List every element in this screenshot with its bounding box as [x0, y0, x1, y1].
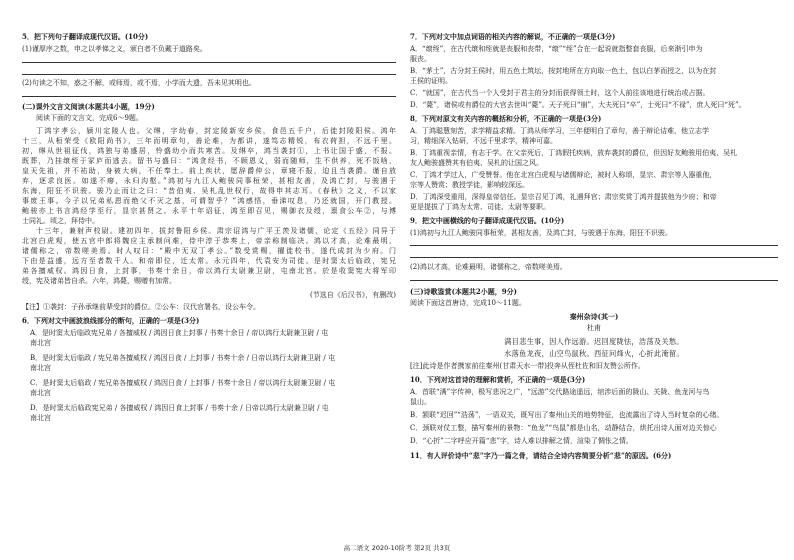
q10-option: 鼠山。: [410, 398, 431, 406]
q10-option: C．颈联对仗工整，描写秦州的景物：“鱼龙”“鸟鼠”都是山名，动静结合，烘托出诗人面对边关惊心: [410, 424, 717, 432]
section-2-title: (二)课外文言文阅读(本题共4小题，19分): [22, 102, 155, 111]
q7-title: 7．下列对文中加点词语的相关内容的解说，不正确的一项是(3分): [410, 32, 616, 41]
passage-line: 既葬，乃挂缞绖于冢庐而逃去。留书与盛曰：“鸿贪经书，不顾恩义，弱而随师，生不供养，死不饭啥，: [22, 157, 396, 165]
q10-option: B．颔联“迟回”“浩荡”，一语双关，既写出了秦州山关的地势特征，也流露出了诗人当时复杂的心绪。: [410, 411, 724, 419]
passage-notes: 【注】①袭封：子孙承继前辈受封的爵位。②公车：汉代官署名，设公车令。: [22, 303, 260, 311]
passage-line: 事废王事。今子以兄弟私恩而绝父不灭之基，可谓智乎？”鸿感悟，垂涕叹息，乃还就国，开门教授。: [22, 197, 396, 205]
q6-option-d-cont: 南北宫: [30, 414, 51, 422]
q8-option: B．丁鸿重视亲情，有志于学。在父亲死后，丁鸿假托疾病，放弃袭封的爵位，但因好友鲍骏用伯夷、吴札: [410, 149, 738, 157]
passage-line: 丁鸿字孝公，颍川定陵人也。父𬘭，字幼春，封定陵新安乡侯，食邑五千户，后徙封陵阳侯。鸿年: [36, 127, 396, 135]
passage-line: 北宫白虎观，使五官中郎将魏应主承制问难，侍中淳于恭奏上，帝亲称制临决。鸿以才高，论难最明，: [22, 237, 396, 245]
q7-option: B．“茅土”，古分封王侯时，用五色土筑坛，按封地所在方向取一色土，包以白茅而授之，以为在封: [410, 67, 717, 75]
q6-title: 6．下列对文中画波浪线部分的断句，正确的一项是(3分): [22, 316, 200, 325]
q7-option: A．“缞绖”，在古代缞和绖就是丧服和丧带，“缞”“绖”合在一起说就指整套丧服，后来渐引申为: [410, 45, 703, 53]
q5-title: 5．把下列句子翻译成现代汉语。(10分): [22, 32, 149, 41]
q8-option: 宗等人赞赏；教授学徒，影响较深远。: [410, 181, 529, 189]
q6-option-b-cont: 南北宫: [30, 364, 51, 372]
q10-option: D．“心折”二字呼应开篇“悲”字，诗人难以排解之情，渲染了惆怅之情。: [410, 437, 633, 445]
passage-line: 弃，逐求良医。如遂不瘳，永归沟壑。”鸿初与九江人鲍骏同事桓荣，甚相友善，及鸿亡封，与骏遇于: [22, 177, 396, 185]
q8-option: C．丁鸿才学过人，广受赞誉。他在北宫白虎观与诸儒辩论，被时人称颂，显宗、肃宗等人器重他，: [410, 171, 717, 179]
q6-option-d: D．是时窦太后临政宪兄弟 / 各擅威权 / 鸿因日食上封事 / 书奏十余 / 日帝以鸿行太尉兼卫尉 / 屯: [30, 404, 329, 412]
passage-source: (节选自《后汉书》，有删改): [310, 291, 396, 299]
q7-option: 王侯的证明。: [410, 77, 452, 85]
q8-option: 更是提拔了丁鸿为太常、司徒、太尉等要职。: [410, 203, 550, 211]
q7-option: 服丧。: [410, 55, 431, 63]
q6-option-a-cont: 南北宫: [30, 339, 51, 347]
passage-line: 十三，从桓荣受《欧阳尚书》，三年而明章句，善论难，为都讲，遂笃志精锐，布衣荷担，不远千里。: [22, 137, 396, 145]
section-3-title: (三)诗歌鉴赏(本题共2小题，9分): [410, 287, 517, 296]
q6-option-a: A．是时窦太后临政宪兄弟 / 各擅威权 / 鸿因日食上封事 / 书奏十余日 / 帝以鸿行太尉兼卫尉 / 屯: [30, 329, 329, 337]
q11-title: 11．有人评价诗中“悲”字乃一篇之骨，请结合全诗内容简要分析“悲”的原因。(6分): [410, 451, 672, 460]
q6-option-c: C．是时窦太后临政 / 宪兄弟各擅威权 / 鸿因日食 / 上封事 / 书奏十余日 / 帝以鸿行太尉兼卫尉 / 屯: [30, 379, 336, 387]
q9-sentence-2: (2)鸿以才高，论难最明，诸儒称之，帝数嗟美焉。: [410, 263, 567, 271]
passage-instruction: 阅读下面的文言文，完成6～9题。: [36, 114, 143, 122]
answer-line: [22, 96, 396, 97]
answer-line: [410, 245, 778, 246]
answer-line: [410, 280, 778, 281]
passage-line: 诸儒称之，帝数嗟美焉。时人叹曰：“殿中无双丁孝公。”数受赏赐，擢徙校书，遂代成封为少府。门: [22, 247, 396, 255]
q8-option: A．丁鸿聪慧刻苦，求学精益求精。丁鸿从师学习，三年便明白了章句，善于辩论诘难，他立志学: [410, 127, 710, 135]
answer-line: [22, 74, 396, 75]
passage-line: 初，𬘭从世祖征伐，鸿独与弟盛居，怜盛幼小而共寒苦。及𬘭卒，鸿当袭封①，上书让国于盛，不报。: [22, 147, 396, 155]
page-footer: 高二语文 2020-10阶考 第2页 共3页: [343, 544, 451, 552]
q6-option-b: B．是时窦太后临政 / 宪兄弟各擅威权 / 鸿因日食 / 上封事 / 书奏十余 / 日帝以鸿行太尉兼卫尉 / 屯: [30, 354, 335, 362]
poem-note: [注]此诗是作者携家前往秦州(甘肃天水一带)投奔从侄杜佐和旧友赞公所作。: [410, 362, 645, 370]
q8-option: 友人鲍骏盛赞其有伯夷、吴札的让国之风。: [410, 159, 543, 167]
q5-sentence-2: (2)句读之不知，惑之不解，或师焉，或不焉，小学而大遗，吾未见其明也。: [22, 79, 256, 87]
passage-line: 东海，阳狂不识骏。骏乃止而让之曰：“昔伯夷、吴札乱世权行，故得申其志耳。《春秋》之义，不以家: [22, 187, 396, 195]
answer-line: [410, 257, 778, 258]
poem-instruction: 阅读下面这首唐诗，完成10～11题。: [410, 299, 526, 307]
poem-line: 满目悲生事，因人作远游。迟回度陇怯，浩荡及关愁。: [504, 337, 684, 346]
poem-author: 杜甫: [587, 324, 601, 332]
poem-title: 秦州杂诗(其一): [569, 312, 619, 321]
q7-option: D．“薨”，诸侯或有爵位的大官去世叫“薨”。天子死曰“崩”，大夫死曰“卒”，士死曰“不禄”，庶人死曰“死”。: [410, 101, 746, 109]
q8-title: 8．下列对原文有关内容的概括和分析，不正确的一项是(3分): [410, 114, 602, 123]
passage-line: 士同礼。顷之，拜侍中。: [22, 217, 99, 225]
q5-sentence-1: (1)谨厚序之数，申之以孝悌之义，颁白者不负戴于道路矣。: [22, 45, 207, 53]
passage-line: 绶，宪及诸弟皆自杀。六年，鸿薨，赐赠有加常。: [22, 277, 176, 285]
passage-line: 鲍骏亦上书言鸿经学至行，显宗甚贤之。永平十年诏征，鸿至即召见，赐御衣及绶，禀食公车②，与博: [22, 207, 396, 215]
answer-line: [22, 62, 396, 63]
q6-option-c-cont: 南北宫: [30, 389, 51, 397]
q9-sentence-1: (1)鸿初与九江人鲍骏同事桓荣，甚相友善，及鸿亡封，与骏遇于东海，阳狂不识骏。: [410, 229, 672, 237]
passage-line: 弟各擅威权。鸿因日食，上封事，书奏十余日，帝以鸿行太尉兼卫尉，屯南北宫。於是收窦宪大将军印: [22, 267, 396, 275]
poem-line: 水落鱼龙夜，山空鸟鼠秋。西征问烽火，心折此淹留。: [504, 349, 684, 358]
passage-line: 十三年，兼射声校尉。建初四年，拔封鲁阳乡侯。肃宗诏鸿与广平王羡及诸儒，论定《五经》同异于: [36, 227, 396, 235]
passage-line: 下由是益盛，远方至者数千人。和帝即位，迁太常。永元四年，代袁安为司徒。是时窦太后临政，宪兄: [22, 257, 396, 265]
q8-option: D．丁鸿深受重用，深得皇帝信任。显宗召见丁鸿，礼遇拜官；肃宗奖赏丁鸿并提拔他为少府；和帝: [410, 193, 717, 201]
passage-line: 皇天先祖，并不祐助，身被大病，不任奉土。前上疾状，愿辞爵仲公，章寝不报，迫且当袭爵。谨自放: [22, 167, 396, 175]
q9-title: 9．把文中画横线的句子翻译成现代汉语。(10分): [410, 216, 565, 225]
q10-title: 10．下列对这首诗的理解和赏析，不正确的一项是(3分): [410, 375, 586, 384]
q10-option: A．首联“满”字传神，极写悲况之广，“远游”交代路途遥远，绾涉后面的陇山、关陇、鱼龙河与鸟: [410, 388, 710, 396]
q8-option: 习，精细深入钻研，不远千里求学，精神可嘉。: [410, 137, 557, 145]
q7-option: C．“就国”，在古代当一个人受封于君主的分封而获得领土时，这个人前往该地进行统治或占据。: [410, 89, 710, 97]
